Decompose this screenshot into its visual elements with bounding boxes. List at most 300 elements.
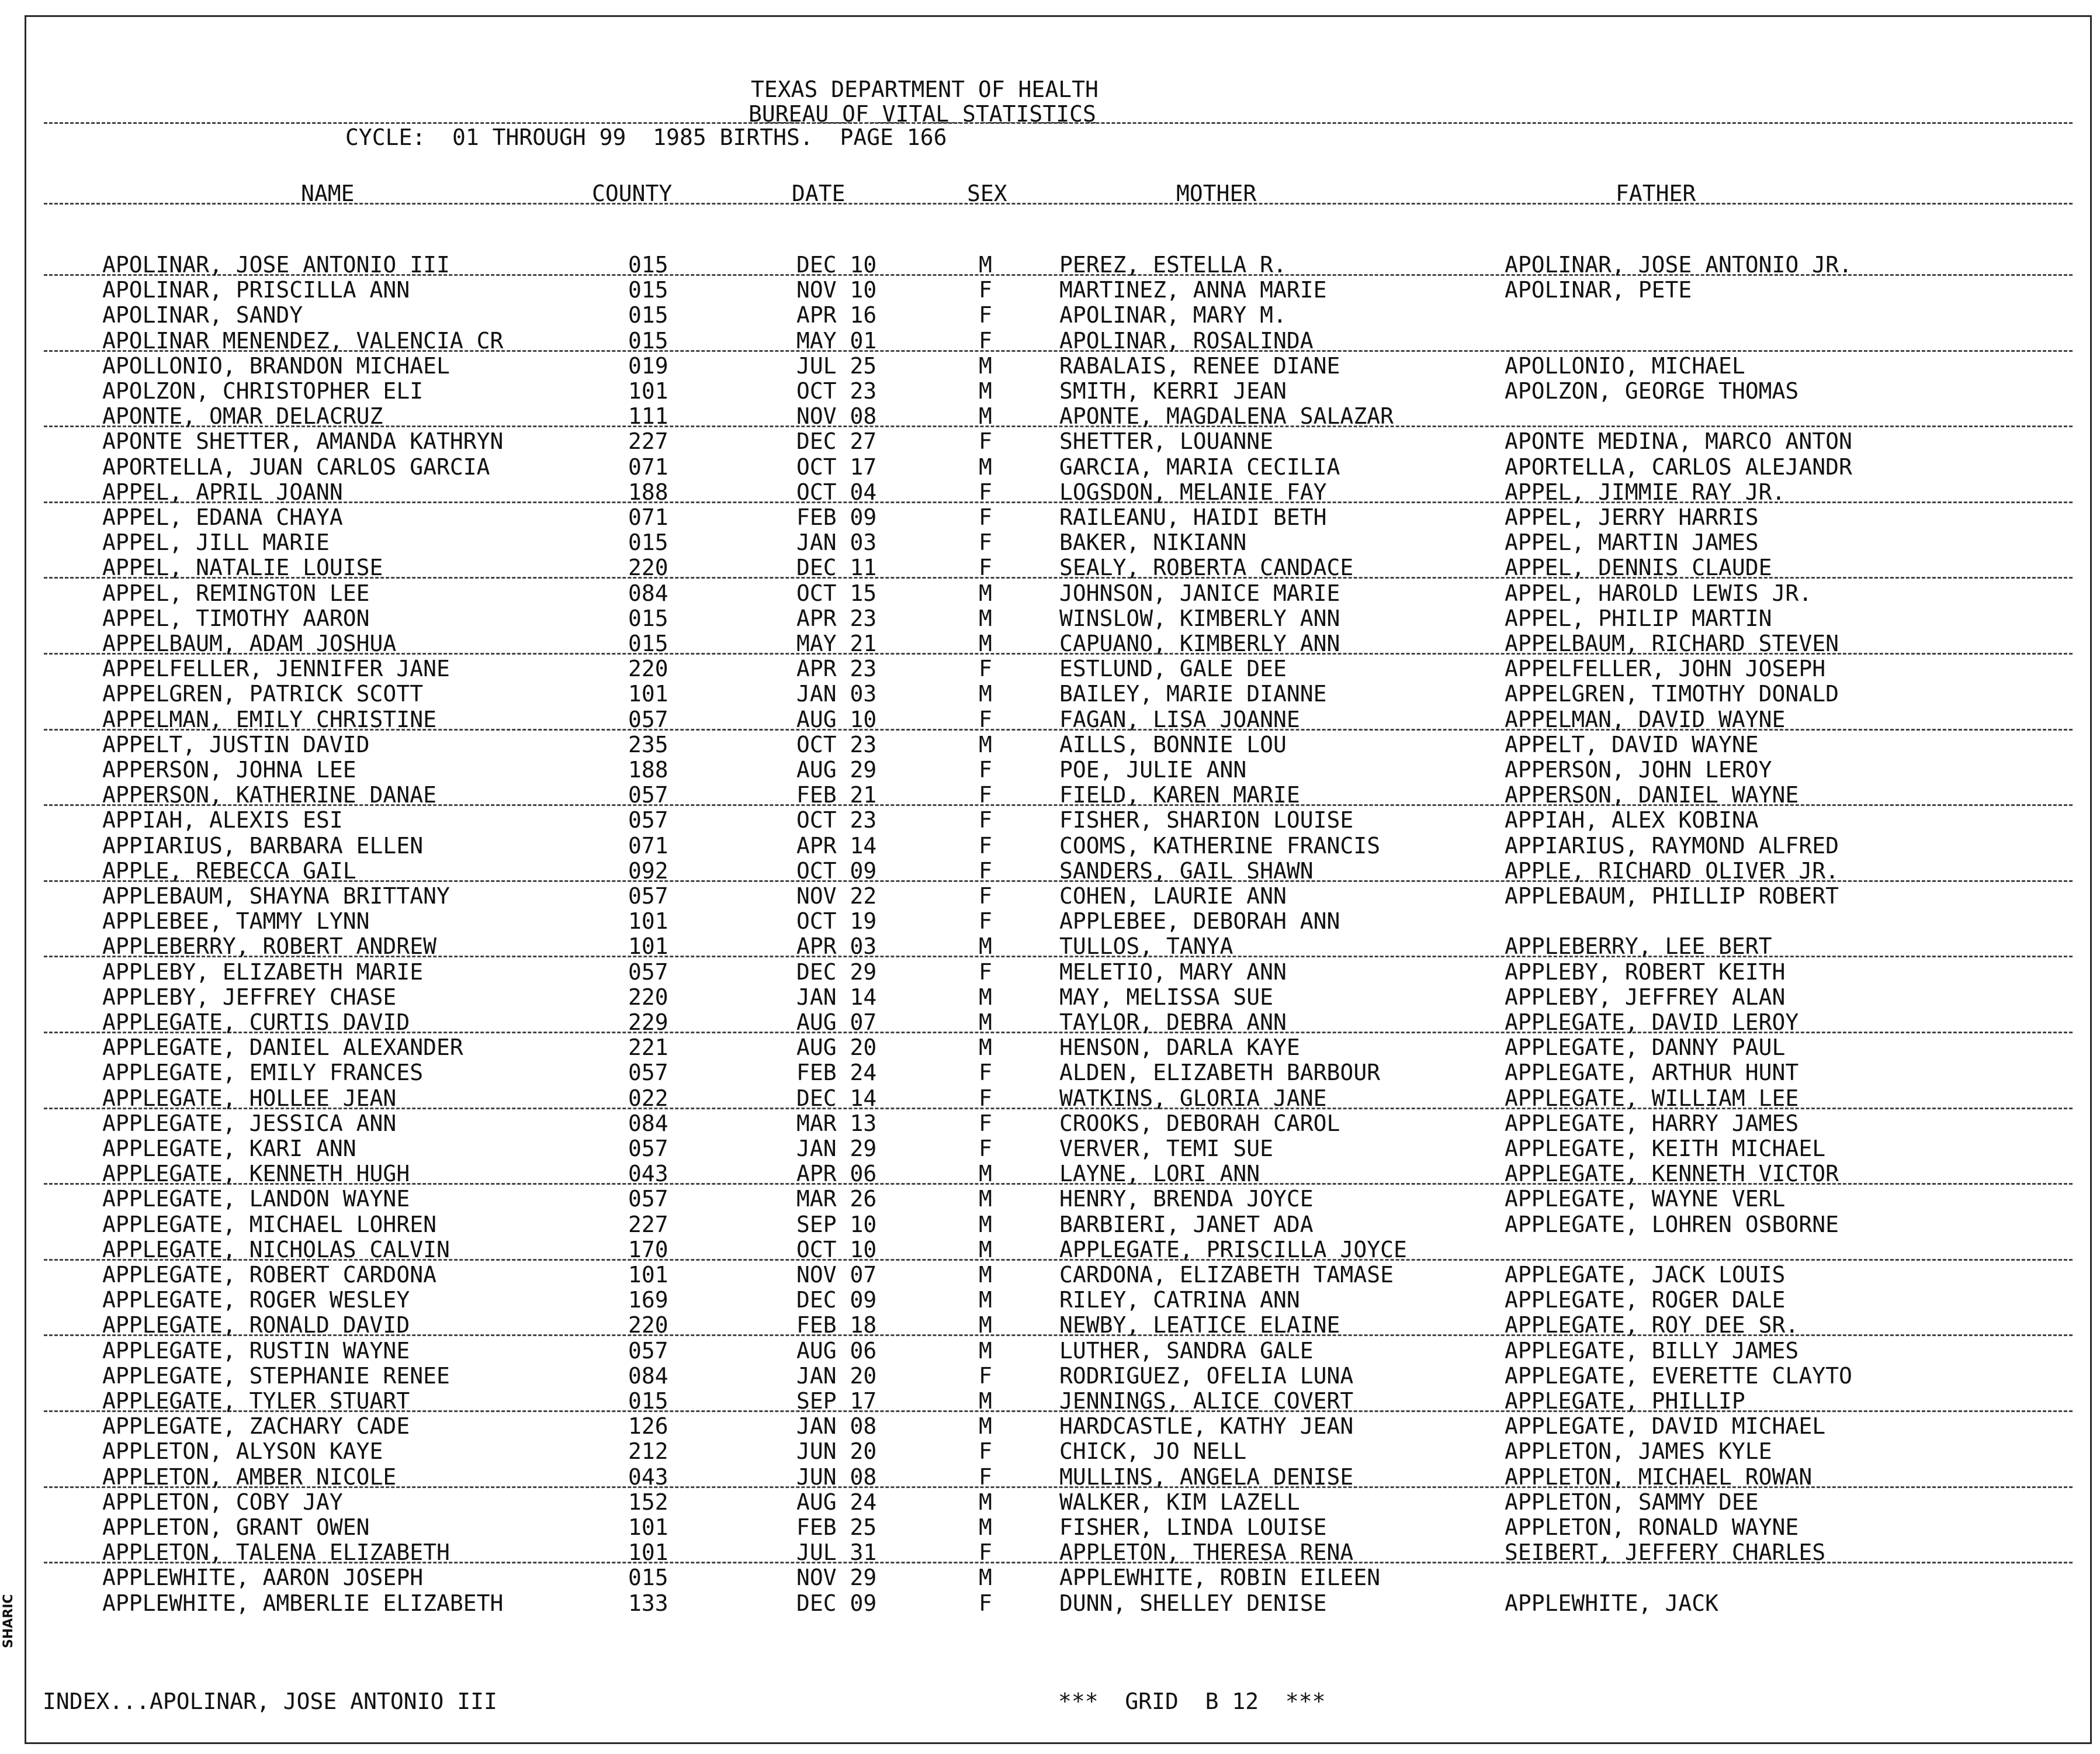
cell-sex: M [979, 252, 992, 278]
cell-sex: F [979, 1464, 992, 1490]
cell-mother: MARTINEZ, ANNA MARIE [1059, 277, 1327, 303]
cell-sex: F [979, 656, 992, 681]
cell-county: 133 [628, 1590, 668, 1616]
cell-county: 220 [628, 555, 668, 580]
cell-sex: M [979, 1388, 992, 1414]
cell-name: APPLEBAUM, SHAYNA BRITTANY [102, 883, 450, 909]
cell-father: APPEL, PHILIP MARTIN [1505, 606, 1772, 631]
cell-mother: BARBIERI, JANET ADA [1059, 1212, 1314, 1237]
cell-date: APR 03 [796, 933, 877, 959]
cell-name: APOLINAR, PRISCILLA ANN [102, 277, 410, 303]
cell-mother: FIELD, KAREN MARIE [1059, 782, 1300, 808]
cell-father: APPLEGATE, EVERETTE CLAYTO [1505, 1363, 1852, 1389]
cell-sex: F [979, 1085, 992, 1111]
cell-date: JUL 25 [796, 353, 877, 379]
cell-name: APPEL, TIMOTHY AARON [102, 606, 370, 631]
cell-father: APPLEGATE, DAVID LEROY [1505, 1009, 1799, 1035]
cell-county: 229 [628, 1009, 668, 1035]
cell-county: 057 [628, 883, 668, 909]
cell-mother: APPLEBEE, DEBORAH ANN [1059, 908, 1340, 934]
cell-sex: M [979, 1262, 992, 1288]
cell-sex: F [979, 479, 992, 505]
cell-mother: APPLEWHITE, ROBIN EILEEN [1059, 1565, 1381, 1590]
cell-sex: M [979, 403, 992, 429]
cell-name: APPLEGATE, ROBERT CARDONA [102, 1262, 436, 1288]
cell-county: 220 [628, 656, 668, 681]
cell-name: APPLEGATE, ZACHARY CADE [102, 1413, 410, 1439]
cell-county: 057 [628, 782, 668, 808]
cell-sex: M [979, 1413, 992, 1439]
cell-mother: CAPUANO, KIMBERLY ANN [1059, 631, 1340, 656]
cell-mother: RILEY, CATRINA ANN [1059, 1287, 1300, 1313]
cell-date: OCT 15 [796, 580, 877, 606]
cell-mother: SHETTER, LOUANNE [1059, 428, 1274, 454]
cell-name: APPLEGATE, NICHOLAS CALVIN [102, 1237, 450, 1262]
cell-father: APPLEWHITE, JACK [1505, 1590, 1719, 1616]
cell-county: 101 [628, 933, 668, 959]
cell-name: APPEL, NATALIE LOUISE [102, 555, 383, 580]
cell-name: APOLZON, CHRISTOPHER ELI [102, 378, 424, 404]
cell-date: AUG 07 [796, 1009, 877, 1035]
cell-county: 101 [628, 378, 668, 404]
cell-county: 227 [628, 1212, 668, 1237]
cell-father: APPLEGATE, BILLY JAMES [1505, 1338, 1799, 1364]
cell-date: OCT 04 [796, 479, 877, 505]
cell-date: AUG 20 [796, 1035, 877, 1060]
cell-sex: F [979, 428, 992, 454]
cell-sex: F [979, 504, 992, 530]
cell-mother: RABALAIS, RENEE DIANE [1059, 353, 1340, 379]
cell-sex: M [979, 353, 992, 379]
cell-county: 212 [628, 1438, 668, 1464]
cell-mother: CARDONA, ELIZABETH TAMASE [1059, 1262, 1394, 1288]
cell-date: JUL 31 [796, 1539, 877, 1565]
cell-mother: LAYNE, LORI ANN [1059, 1161, 1260, 1186]
cell-county: 015 [628, 252, 668, 278]
cell-county: 084 [628, 1110, 668, 1136]
cell-date: DEC 09 [796, 1590, 877, 1616]
cell-sex: M [979, 631, 992, 656]
cell-name: APOLLONIO, BRANDON MICHAEL [102, 353, 450, 379]
cell-date: OCT 23 [796, 807, 877, 833]
cell-name: APPLETON, GRANT OWEN [102, 1514, 370, 1540]
cell-father: APPLETON, RONALD WAYNE [1505, 1514, 1799, 1540]
cell-name: APPEL, JILL MARIE [102, 530, 330, 555]
cell-father: APPELBAUM, RICHARD STEVEN [1505, 631, 1839, 656]
cell-mother: SMITH, KERRI JEAN [1059, 378, 1287, 404]
cell-county: 101 [628, 1262, 668, 1288]
cell-father: APPLEBY, ROBERT KEITH [1505, 959, 1786, 985]
cell-date: MAY 01 [796, 328, 877, 354]
cell-mother: DUNN, SHELLEY DENISE [1059, 1590, 1327, 1616]
cell-name: APPLEBEE, TAMMY LYNN [102, 908, 370, 934]
cell-father: APOLINAR, JOSE ANTONIO JR. [1505, 252, 1852, 278]
cell-mother: JOHNSON, JANICE MARIE [1059, 580, 1340, 606]
cell-father: APPLEGATE, LOHREN OSBORNE [1505, 1212, 1839, 1237]
cell-county: 019 [628, 353, 668, 379]
cell-sex: M [979, 1212, 992, 1237]
cell-sex: F [979, 782, 992, 808]
cell-sex: F [979, 302, 992, 328]
cell-name: APPLEGATE, DANIEL ALEXANDER [102, 1035, 463, 1060]
cell-name: APPELBAUM, ADAM JOSHUA [102, 631, 397, 656]
cell-date: SEP 10 [796, 1212, 877, 1237]
cell-sex: M [979, 681, 992, 707]
cell-date: DEC 09 [796, 1287, 877, 1313]
cell-father: APPLEBERRY, LEE BERT [1505, 933, 1772, 959]
cell-sex: F [979, 555, 992, 580]
cell-name: APPELT, JUSTIN DAVID [102, 732, 370, 757]
cell-date: JUN 20 [796, 1438, 877, 1464]
cell-date: AUG 24 [796, 1489, 877, 1515]
cell-name: APPLEGATE, LANDON WAYNE [102, 1186, 410, 1212]
cell-father: APPLEGATE, ARTHUR HUNT [1505, 1060, 1799, 1085]
cell-name: APONTE SHETTER, AMANDA KATHRYN [102, 428, 504, 454]
col-name: NAME [301, 181, 355, 206]
col-sex: SEX [967, 181, 1007, 206]
cell-county: 057 [628, 1136, 668, 1161]
cell-sex: F [979, 707, 992, 732]
cell-date: DEC 14 [796, 1085, 877, 1111]
cell-sex: M [979, 732, 992, 757]
cell-mother: SANDERS, GAIL SHAWN [1059, 858, 1314, 884]
cell-mother: MAY, MELISSA SUE [1059, 984, 1274, 1010]
cell-name: APPELMAN, EMILY CHRISTINE [102, 707, 436, 732]
cell-mother: POE, JULIE ANN [1059, 757, 1247, 783]
cell-mother: MULLINS, ANGELA DENISE [1059, 1464, 1354, 1490]
cell-county: 015 [628, 631, 668, 656]
cell-county: 022 [628, 1085, 668, 1111]
cell-mother: CROOKS, DEBORAH CAROL [1059, 1110, 1340, 1136]
cell-date: OCT 17 [796, 454, 877, 480]
cell-date: JAN 03 [796, 530, 877, 555]
cell-date: NOV 22 [796, 883, 877, 909]
cell-mother: VERVER, TEMI SUE [1059, 1136, 1274, 1161]
cell-date: JAN 20 [796, 1363, 877, 1389]
cell-mother: ESTLUND, GALE DEE [1059, 656, 1287, 681]
cell-mother: COHEN, LAURIE ANN [1059, 883, 1287, 909]
cell-father: APPEL, HAROLD LEWIS JR. [1505, 580, 1813, 606]
cell-sex: M [979, 984, 992, 1010]
header-agency: TEXAS DEPARTMENT OF HEALTH [751, 77, 1098, 102]
cell-name: APPEL, REMINGTON LEE [102, 580, 370, 606]
cell-father: APPLETON, JAMES KYLE [1505, 1438, 1772, 1464]
cell-name: APPLETON, TALENA ELIZABETH [102, 1539, 450, 1565]
cell-date: MAR 13 [796, 1110, 877, 1136]
cell-county: 015 [628, 1565, 668, 1590]
cell-name: APPERSON, KATHERINE DANAE [102, 782, 436, 808]
col-father: FATHER [1616, 181, 1696, 206]
cell-date: APR 23 [796, 606, 877, 631]
cell-county: 221 [628, 1035, 668, 1060]
cell-father: APPIAH, ALEX KOBINA [1505, 807, 1759, 833]
cell-father: APOLINAR, PETE [1505, 277, 1692, 303]
cell-name: APPIAH, ALEXIS ESI [102, 807, 343, 833]
cell-county: 101 [628, 1514, 668, 1540]
cell-father: APPLEGATE, PHILLIP [1505, 1388, 1745, 1414]
cell-name: APOLINAR, JOSE ANTONIO III [102, 252, 450, 278]
cell-sex: F [979, 328, 992, 354]
cell-sex: F [979, 908, 992, 934]
cell-sex: F [979, 1060, 992, 1085]
cell-county: 101 [628, 908, 668, 934]
cell-mother: RODRIGUEZ, OFELIA LUNA [1059, 1363, 1354, 1389]
cell-sex: F [979, 1363, 992, 1389]
cell-name: APPLEBERRY, ROBERT ANDREW [102, 933, 436, 959]
cell-date: JAN 14 [796, 984, 877, 1010]
cell-county: 043 [628, 1464, 668, 1490]
cell-county: 188 [628, 479, 668, 505]
cell-date: APR 16 [796, 302, 877, 328]
cell-date: DEC 27 [796, 428, 877, 454]
cell-father: APPLEGATE, WILLIAM LEE [1505, 1085, 1799, 1111]
cell-date: AUG 10 [796, 707, 877, 732]
cell-county: 043 [628, 1161, 668, 1186]
cell-mother: NEWBY, LEATICE ELAINE [1059, 1312, 1340, 1338]
cell-county: 227 [628, 428, 668, 454]
cell-sex: M [979, 1035, 992, 1060]
cell-sex: M [979, 933, 992, 959]
cell-father: APPEL, MARTIN JAMES [1505, 530, 1759, 555]
cell-county: 188 [628, 757, 668, 783]
cell-date: OCT 09 [796, 858, 877, 884]
cell-sex: M [979, 1338, 992, 1364]
cell-county: 084 [628, 580, 668, 606]
cell-name: APPIARIUS, BARBARA ELLEN [102, 833, 424, 859]
cell-date: SEP 17 [796, 1388, 877, 1414]
cell-name: APPLEGATE, KARI ANN [102, 1136, 356, 1161]
cell-sex: F [979, 1136, 992, 1161]
cell-mother: FAGAN, LISA JOANNE [1059, 707, 1300, 732]
cell-county: 015 [628, 1388, 668, 1414]
cell-father: APPELGREN, TIMOTHY DONALD [1505, 681, 1839, 707]
cell-county: 015 [628, 302, 668, 328]
cell-county: 015 [628, 530, 668, 555]
cell-date: NOV 10 [796, 277, 877, 303]
cell-date: OCT 19 [796, 908, 877, 934]
cell-county: 057 [628, 1186, 668, 1212]
cell-mother: TAYLOR, DEBRA ANN [1059, 1009, 1287, 1035]
cell-date: JUN 08 [796, 1464, 877, 1490]
cell-name: APONTE, OMAR DELACRUZ [102, 403, 383, 429]
cell-father: APPLEBY, JEFFREY ALAN [1505, 984, 1786, 1010]
cell-mother: LUTHER, SANDRA GALE [1059, 1338, 1314, 1364]
cell-date: APR 06 [796, 1161, 877, 1186]
cell-mother: WALKER, KIM LAZELL [1059, 1489, 1300, 1515]
cell-mother: HENRY, BRENDA JOYCE [1059, 1186, 1314, 1212]
cell-mother: BAKER, NIKIANN [1059, 530, 1247, 555]
cell-county: 170 [628, 1237, 668, 1262]
header-cycle: CYCLE: 01 THROUGH 99 1985 BIRTHS. PAGE 166 [345, 124, 947, 150]
cell-county: 057 [628, 707, 668, 732]
cell-date: JAN 29 [796, 1136, 877, 1161]
report-page [25, 15, 2092, 1744]
cell-father: APPLETON, MICHAEL ROWAN [1505, 1464, 1813, 1490]
cell-sex: F [979, 883, 992, 909]
cell-father: APPLEGATE, DAVID MICHAEL [1505, 1413, 1826, 1439]
cell-mother: BAILEY, MARIE DIANNE [1059, 681, 1327, 707]
cell-sex: M [979, 1312, 992, 1338]
footer-index: INDEX...APOLINAR, JOSE ANTONIO III [43, 1689, 497, 1714]
cell-date: DEC 10 [796, 252, 877, 278]
cell-father: APPLEGATE, HARRY JAMES [1505, 1110, 1799, 1136]
cell-date: JAN 08 [796, 1413, 877, 1439]
cell-county: 220 [628, 1312, 668, 1338]
header-bureau: BUREAU OF VITAL STATISTICS [748, 101, 1096, 127]
cell-name: APPLE, REBECCA GAIL [102, 858, 356, 884]
cell-name: APPLEBY, JEFFREY CHASE [102, 984, 397, 1010]
cell-mother: COOMS, KATHERINE FRANCIS [1059, 833, 1381, 859]
cell-sex: M [979, 1009, 992, 1035]
cell-father: APPLETON, SAMMY DEE [1505, 1489, 1759, 1515]
side-stamp-text: SHARIC [1, 1594, 16, 1648]
cell-sex: M [979, 1489, 992, 1515]
cell-date: APR 14 [796, 833, 877, 859]
cell-mother: AILLS, BONNIE LOU [1059, 732, 1287, 757]
cell-sex: F [979, 959, 992, 985]
cell-sex: F [979, 858, 992, 884]
cell-sex: F [979, 833, 992, 859]
cell-county: 015 [628, 328, 668, 354]
cell-name: APPEL, APRIL JOANN [102, 479, 343, 505]
cell-name: APPLEWHITE, AMBERLIE ELIZABETH [102, 1590, 504, 1616]
cell-sex: M [979, 1565, 992, 1590]
cell-county: 057 [628, 1338, 668, 1364]
col-mother: MOTHER [1176, 181, 1257, 206]
cell-name: APPEL, EDANA CHAYA [102, 504, 343, 530]
cell-mother: APPLETON, THERESA RENA [1059, 1539, 1354, 1565]
cell-county: 084 [628, 1363, 668, 1389]
cell-father: APPLEGATE, KEITH MICHAEL [1505, 1136, 1826, 1161]
cell-mother: JENNINGS, ALICE COVERT [1059, 1388, 1354, 1414]
cell-sex: M [979, 1287, 992, 1313]
cell-mother: WATKINS, GLORIA JANE [1059, 1085, 1327, 1111]
cell-mother: APONTE, MAGDALENA SALAZAR [1059, 403, 1394, 429]
cell-county: 092 [628, 858, 668, 884]
header-divider [44, 122, 2073, 124]
cell-name: APPLEGATE, HOLLEE JEAN [102, 1085, 397, 1111]
cell-father: APPLEGATE, ROGER DALE [1505, 1287, 1786, 1313]
cell-name: APPLEBY, ELIZABETH MARIE [102, 959, 424, 985]
cell-name: APPLEGATE, RONALD DAVID [102, 1312, 410, 1338]
cell-father: APPEL, DENNIS CLAUDE [1505, 555, 1772, 580]
cell-county: 126 [628, 1413, 668, 1439]
cell-father: APONTE MEDINA, MARCO ANTON [1505, 428, 1852, 454]
cell-mother: HENSON, DARLA KAYE [1059, 1035, 1300, 1060]
cell-father: APPLEGATE, ROY DEE SR. [1505, 1312, 1799, 1338]
cell-date: AUG 29 [796, 757, 877, 783]
cell-name: APPLEGATE, TYLER STUART [102, 1388, 410, 1414]
cell-name: APPLEGATE, RUSTIN WAYNE [102, 1338, 410, 1364]
cell-mother: TULLOS, TANYA [1059, 933, 1233, 959]
cell-date: FEB 09 [796, 504, 877, 530]
cell-county: 057 [628, 959, 668, 985]
cell-father: SEIBERT, JEFFERY CHARLES [1505, 1539, 1826, 1565]
cell-name: APPLEGATE, JESSICA ANN [102, 1110, 397, 1136]
cell-date: OCT 23 [796, 378, 877, 404]
cell-date: NOV 29 [796, 1565, 877, 1590]
cell-mother: SEALY, ROBERTA CANDACE [1059, 555, 1354, 580]
cell-father: APPIARIUS, RAYMOND ALFRED [1505, 833, 1839, 859]
cell-date: FEB 18 [796, 1312, 877, 1338]
cell-sex: M [979, 580, 992, 606]
cell-county: 071 [628, 833, 668, 859]
cell-father: APPELFELLER, JOHN JOSEPH [1505, 656, 1826, 681]
cell-date: APR 23 [796, 656, 877, 681]
cell-mother: MELETIO, MARY ANN [1059, 959, 1287, 985]
cell-sex: F [979, 807, 992, 833]
cell-sex: F [979, 277, 992, 303]
cell-mother: APOLINAR, MARY M. [1059, 302, 1287, 328]
cell-mother: GARCIA, MARIA CECILIA [1059, 454, 1340, 480]
cell-county: 169 [628, 1287, 668, 1313]
cell-name: APPLEGATE, EMILY FRANCES [102, 1060, 424, 1085]
column-header-divider [44, 203, 2073, 205]
cell-date: MAR 26 [796, 1186, 877, 1212]
cell-county: 220 [628, 984, 668, 1010]
cell-date: DEC 29 [796, 959, 877, 985]
cell-name: APPLETON, ALYSON KAYE [102, 1438, 383, 1464]
cell-date: FEB 24 [796, 1060, 877, 1085]
cell-date: AUG 06 [796, 1338, 877, 1364]
cell-name: APPLEGATE, ROGER WESLEY [102, 1287, 410, 1313]
cell-father: APPELMAN, DAVID WAYNE [1505, 707, 1786, 732]
cell-sex: M [979, 1161, 992, 1186]
col-county: COUNTY [592, 181, 673, 206]
cell-date: OCT 23 [796, 732, 877, 757]
cell-name: APPLEWHITE, AARON JOSEPH [102, 1565, 424, 1590]
cell-sex: M [979, 1186, 992, 1212]
footer-grid: *** GRID B 12 *** [1058, 1689, 1326, 1714]
cell-father: APPERSON, DANIEL WAYNE [1505, 782, 1799, 808]
cell-father: APPEL, JIMMIE RAY JR. [1505, 479, 1786, 505]
cell-sex: M [979, 378, 992, 404]
cell-name: APPELFELLER, JENNIFER JANE [102, 656, 450, 681]
cell-father: APPLEGATE, KENNETH VICTOR [1505, 1161, 1839, 1186]
cell-county: 071 [628, 454, 668, 480]
cell-father: APPLEGATE, DANNY PAUL [1505, 1035, 1786, 1060]
cell-name: APOLINAR MENENDEZ, VALENCIA CR [102, 328, 504, 354]
cell-county: 152 [628, 1489, 668, 1515]
cell-father: APOLZON, GEORGE THOMAS [1505, 378, 1799, 404]
cell-father: APPELT, DAVID WAYNE [1505, 732, 1759, 757]
cell-county: 057 [628, 1060, 668, 1085]
cell-mother: CHICK, JO NELL [1059, 1438, 1247, 1464]
cell-father: APPEL, JERRY HARRIS [1505, 504, 1759, 530]
cell-mother: LOGSDON, MELANIE FAY [1059, 479, 1327, 505]
cell-mother: APPLEGATE, PRISCILLA JOYCE [1059, 1237, 1407, 1262]
cell-name: APPELGREN, PATRICK SCOTT [102, 681, 424, 707]
cell-father: APPERSON, JOHN LEROY [1505, 757, 1772, 783]
cell-father: APOLLONIO, MICHAEL [1505, 353, 1745, 379]
cell-county: 101 [628, 681, 668, 707]
cell-name: APPLEGATE, STEPHANIE RENEE [102, 1363, 450, 1389]
cell-sex: M [979, 1514, 992, 1540]
cell-mother: APOLINAR, ROSALINDA [1059, 328, 1314, 354]
cell-sex: M [979, 454, 992, 480]
cell-county: 235 [628, 732, 668, 757]
cell-mother: RAILEANU, HAIDI BETH [1059, 504, 1327, 530]
cell-name: APORTELLA, JUAN CARLOS GARCIA [102, 454, 490, 480]
cell-father: APORTELLA, CARLOS ALEJANDR [1505, 454, 1852, 480]
cell-date: OCT 10 [796, 1237, 877, 1262]
cell-sex: F [979, 1438, 992, 1464]
cell-name: APPERSON, JOHNA LEE [102, 757, 356, 783]
col-date: DATE [792, 181, 845, 206]
cell-date: NOV 07 [796, 1262, 877, 1288]
cell-county: 015 [628, 606, 668, 631]
cell-sex: F [979, 530, 992, 555]
